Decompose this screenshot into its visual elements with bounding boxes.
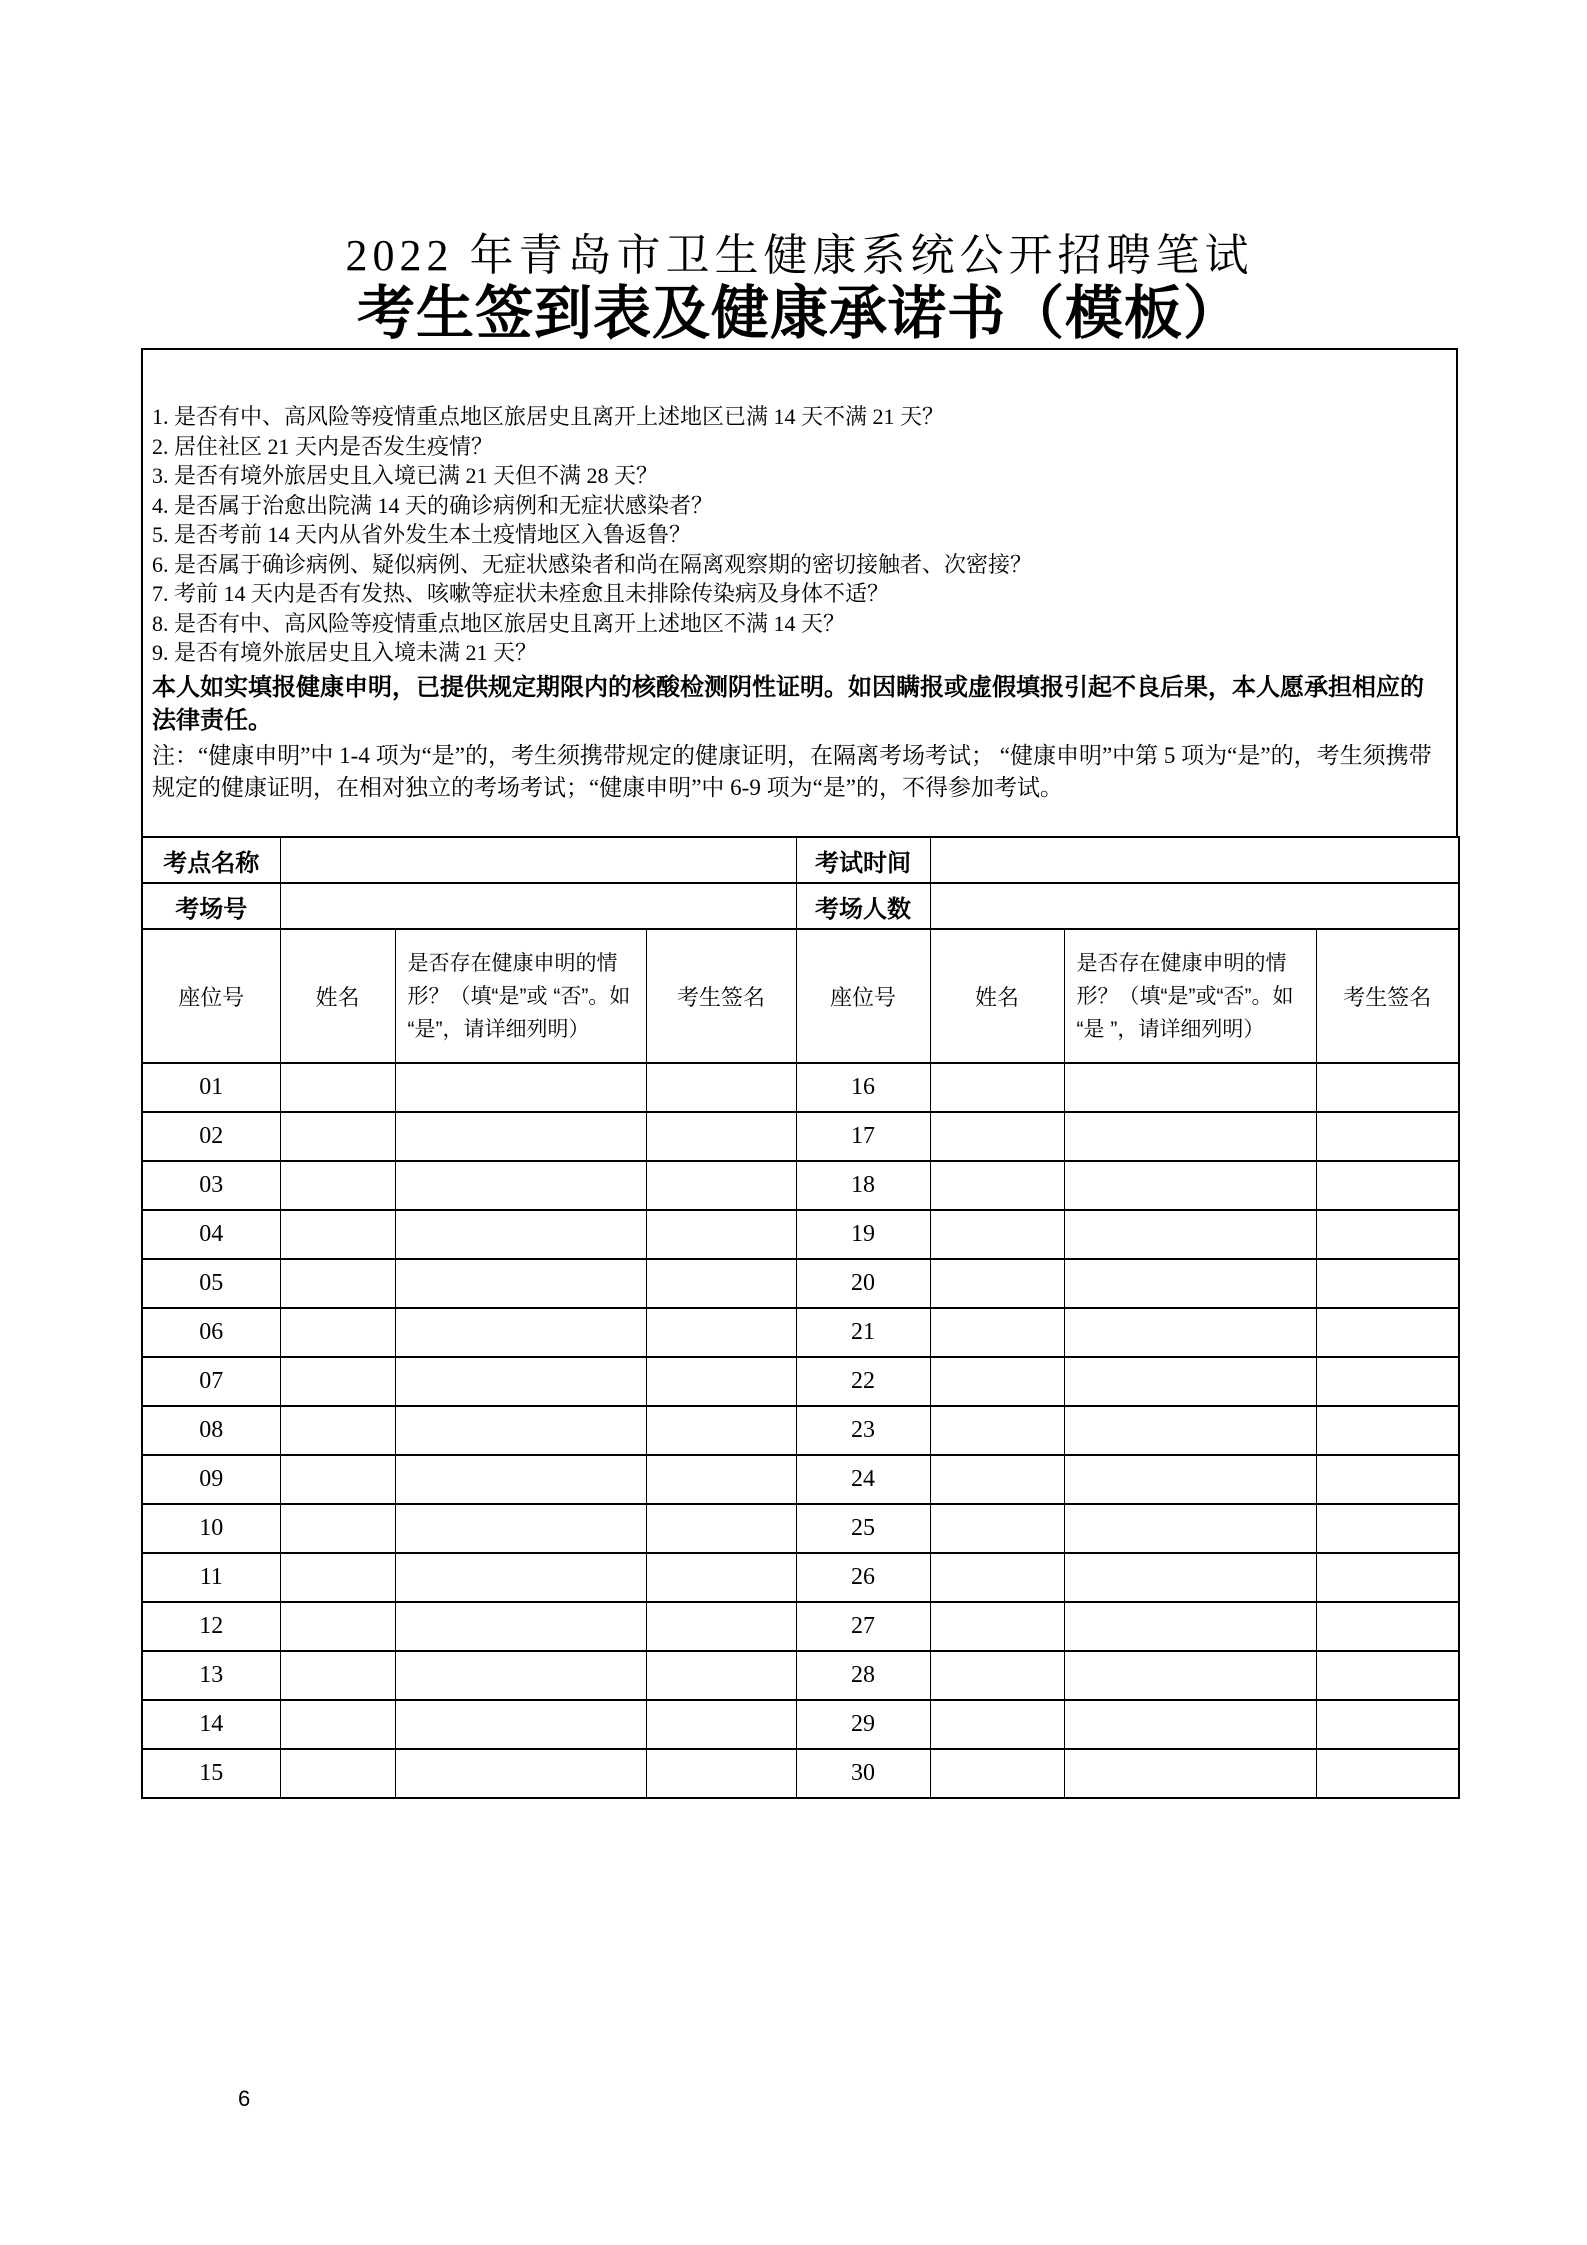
- health-cell-right: [1064, 1210, 1316, 1259]
- seat-header-left: 座位号: [142, 929, 280, 1063]
- seat-number-right: 18: [796, 1161, 930, 1210]
- health-cell-left: [395, 1455, 646, 1504]
- health-cell-right: [1064, 1308, 1316, 1357]
- name-cell-left: [280, 1308, 395, 1357]
- info-rows: [142, 837, 1459, 1063]
- signature-cell-right: [1316, 1700, 1459, 1749]
- name-cell-left: [280, 1749, 395, 1798]
- table-row: [142, 1161, 1459, 1210]
- signature-cell-left: [646, 1553, 796, 1602]
- signature-cell-left: [646, 1112, 796, 1161]
- name-cell-left: [280, 1602, 395, 1651]
- name-cell-left: [280, 1259, 395, 1308]
- question-item-4: 4. 是否属于治愈出院满 14 天的确诊病例和无症状感染者？: [152, 492, 714, 518]
- note-text: 注：“健康申明”中 1-4 项为“是”的，考生须携带规定的健康证明，在隔离考场考试； “健康申明”中第 5 项为“是”的，考生须携带规定的健康证明，在相对独立的考场考试；“健康申明”中 6-9 项为“是”的，不得参加考试。: [152, 742, 1432, 800]
- table-row: [142, 1749, 1459, 1798]
- page-number: 6: [238, 2086, 251, 2111]
- signature-cell-left: [646, 1651, 796, 1700]
- name-cell-left: [280, 1553, 395, 1602]
- signature-cell-left: [646, 1602, 796, 1651]
- seat-number-left: 06: [142, 1308, 280, 1357]
- seat-number-right: 29: [796, 1700, 930, 1749]
- exam-site-label: 考点名称: [142, 837, 280, 883]
- seat-number-right: 26: [796, 1553, 930, 1602]
- health-cell-left: [395, 1602, 646, 1651]
- name-cell-right: [930, 1504, 1064, 1553]
- health-cell-right: [1064, 1406, 1316, 1455]
- signature-cell-right: [1316, 1455, 1459, 1504]
- signature-cell-left: [646, 1259, 796, 1308]
- table-row: [142, 1357, 1459, 1406]
- commitment-statement: 本人如实填报健康申明，已提供规定期限内的核酸检测阴性证明。如因瞒报或虚假填报引起不良后果，本人愿承担相应的法律责任。: [152, 674, 1424, 734]
- health-cell-left: [395, 1308, 646, 1357]
- name-cell-left: [280, 1210, 395, 1259]
- name-cell-left: [280, 1161, 395, 1210]
- name-header-right: 姓名: [930, 929, 1064, 1063]
- name-cell-right: [930, 1553, 1064, 1602]
- name-cell-right: [930, 1749, 1064, 1798]
- main-title: 2022 年青岛市卫生健康系统公开招聘笔试: [345, 231, 1254, 280]
- health-declaration-box: [141, 348, 1458, 837]
- table-row: [142, 1602, 1459, 1651]
- name-cell-right: [930, 1651, 1064, 1700]
- seat-number-left: 03: [142, 1161, 280, 1210]
- health-header-left: 是否存在健康申明的情形？（填“是”或 “否”。如“是”，请详细列明）: [395, 929, 646, 1063]
- signature-cell-left: [646, 1161, 796, 1210]
- signature-cell-right: [1316, 1259, 1459, 1308]
- health-cell-left: [395, 1112, 646, 1161]
- table-row: [142, 1504, 1459, 1553]
- name-cell-left: [280, 1700, 395, 1749]
- name-cell-right: [930, 1259, 1064, 1308]
- seat-number-right: 25: [796, 1504, 930, 1553]
- name-cell-right: [930, 1161, 1064, 1210]
- health-cell-right: [1064, 1161, 1316, 1210]
- table-row: [142, 1651, 1459, 1700]
- signature-cell-left: [646, 1308, 796, 1357]
- signature-cell-right: [1316, 1504, 1459, 1553]
- name-cell-left: [280, 1504, 395, 1553]
- name-cell-left: [280, 1455, 395, 1504]
- table-row: [142, 1112, 1459, 1161]
- health-cell-left: [395, 1259, 646, 1308]
- seat-number-right: 24: [796, 1455, 930, 1504]
- seat-rows-body: [142, 1063, 1459, 1798]
- signature-cell-left: [646, 1455, 796, 1504]
- name-cell-right: [930, 1308, 1064, 1357]
- seat-number-left: 15: [142, 1749, 280, 1798]
- name-cell-right: [930, 1602, 1064, 1651]
- question-item-5: 5. 是否考前 14 天内从省外发生本土疫情地区入鲁返鲁？: [152, 522, 692, 547]
- name-cell-right: [930, 1210, 1064, 1259]
- health-header-right: 是否存在健康申明的情形？（填“是”或“否”。如“是 ”，请详细列明）: [1064, 929, 1316, 1063]
- seat-number-right: 27: [796, 1602, 930, 1651]
- seat-number-right: 22: [796, 1357, 930, 1406]
- health-cell-right: [1064, 1504, 1316, 1553]
- signature-cell-right: [1316, 1210, 1459, 1259]
- name-cell-right: [930, 1406, 1064, 1455]
- question-item-8: 8. 是否有中、高风险等疫情重点地区旅居史且离开上述地区不满 14 天？: [152, 610, 846, 636]
- name-cell-left: [280, 1063, 395, 1112]
- seat-number-right: 19: [796, 1210, 930, 1259]
- health-cell-left: [395, 1700, 646, 1749]
- exam-time-value-cell: [930, 837, 1459, 883]
- name-header-left: 姓名: [280, 929, 395, 1063]
- table-row: [142, 1210, 1459, 1259]
- signature-cell-left: [646, 1063, 796, 1112]
- name-cell-left: [280, 1112, 395, 1161]
- seat-number-right: 30: [796, 1749, 930, 1798]
- health-cell-right: [1064, 1651, 1316, 1700]
- question-item-3: 3. 是否有境外旅居史且入境已满 21 天但不满 28 天？: [152, 463, 659, 488]
- table-row: [142, 1700, 1459, 1749]
- signature-cell-right: [1316, 1063, 1459, 1112]
- seat-number-left: 10: [142, 1504, 280, 1553]
- name-cell-left: [280, 1406, 395, 1455]
- signature-cell-right: [1316, 1651, 1459, 1700]
- seat-header-right: 座位号: [796, 929, 930, 1063]
- signature-header-left: 考生签名: [646, 929, 796, 1063]
- signature-cell-right: [1316, 1553, 1459, 1602]
- signature-cell-left: [646, 1700, 796, 1749]
- name-cell-right: [930, 1455, 1064, 1504]
- seat-number-right: 17: [796, 1112, 930, 1161]
- health-cell-left: [395, 1651, 646, 1700]
- health-cell-right: [1064, 1063, 1316, 1112]
- health-cell-right: [1064, 1455, 1316, 1504]
- health-cell-right: [1064, 1553, 1316, 1602]
- seat-number-left: 01: [142, 1063, 280, 1112]
- room-number-label: 考场号: [142, 883, 280, 929]
- health-cell-left: [395, 1504, 646, 1553]
- seat-number-left: 05: [142, 1259, 280, 1308]
- signature-cell-right: [1316, 1161, 1459, 1210]
- health-cell-right: [1064, 1749, 1316, 1798]
- room-count-label: 考场人数: [796, 883, 930, 929]
- signature-cell-left: [646, 1210, 796, 1259]
- question-item-6: 6. 是否属于确诊病例、疑似病例、无症状感染者和尚在隔离观察期的密切接触者、次密接？: [152, 551, 1033, 577]
- exam-site-row: [142, 837, 1459, 883]
- seat-number-left: 14: [142, 1700, 280, 1749]
- signature-cell-left: [646, 1504, 796, 1553]
- health-cell-left: [395, 1357, 646, 1406]
- signature-cell-left: [646, 1406, 796, 1455]
- name-cell-right: [930, 1700, 1064, 1749]
- health-cell-right: [1064, 1259, 1316, 1308]
- signature-cell-right: [1316, 1406, 1459, 1455]
- exam-site-value-cell: [280, 837, 796, 883]
- table-row: [142, 1308, 1459, 1357]
- subtitle: 考生签到表及健康承诺书（模板）: [356, 281, 1242, 346]
- seat-number-left: 12: [142, 1602, 280, 1651]
- seat-number-left: 09: [142, 1455, 280, 1504]
- signature-header-right: 考生签名: [1316, 929, 1459, 1063]
- table-row: [142, 1455, 1459, 1504]
- name-cell-right: [930, 1112, 1064, 1161]
- seat-number-left: 02: [142, 1112, 280, 1161]
- question-item-2: 2. 居住社区 21 天内是否发生疫情？: [152, 433, 494, 459]
- health-cell-right: [1064, 1112, 1316, 1161]
- name-cell-left: [280, 1357, 395, 1406]
- health-cell-left: [395, 1063, 646, 1112]
- exam-room-row: [142, 883, 1459, 929]
- health-cell-right: [1064, 1700, 1316, 1749]
- signature-cell-left: [646, 1357, 796, 1406]
- signature-cell-left: [646, 1749, 796, 1798]
- table-row: [142, 1259, 1459, 1308]
- health-cell-left: [395, 1406, 646, 1455]
- table-row: [142, 1553, 1459, 1602]
- seat-number-right: 20: [796, 1259, 930, 1308]
- signature-cell-right: [1316, 1602, 1459, 1651]
- seat-number-right: 23: [796, 1406, 930, 1455]
- health-cell-right: [1064, 1357, 1316, 1406]
- signature-cell-right: [1316, 1112, 1459, 1161]
- health-cell-right: [1064, 1602, 1316, 1651]
- exam-time-label: 考试时间: [796, 837, 930, 883]
- signature-cell-right: [1316, 1308, 1459, 1357]
- health-cell-left: [395, 1553, 646, 1602]
- signature-cell-right: [1316, 1357, 1459, 1406]
- name-cell-left: [280, 1651, 395, 1700]
- room-count-value-cell: [930, 883, 1459, 929]
- seat-number-left: 08: [142, 1406, 280, 1455]
- sign-in-table: [141, 836, 1460, 1799]
- signature-cell-right: [1316, 1749, 1459, 1798]
- name-cell-right: [930, 1357, 1064, 1406]
- table-row: [142, 1063, 1459, 1112]
- question-item-9: 9. 是否有境外旅居史且入境未满 21 天？: [152, 640, 538, 665]
- health-cell-left: [395, 1749, 646, 1798]
- seat-number-right: 21: [796, 1308, 930, 1357]
- room-number-value-cell: [280, 883, 796, 929]
- seat-number-right: 16: [796, 1063, 930, 1112]
- column-header-row: [142, 929, 1459, 1063]
- question-list: [152, 402, 1446, 668]
- health-cell-left: [395, 1210, 646, 1259]
- table-row: [142, 1406, 1459, 1455]
- seat-number-right: 28: [796, 1651, 930, 1700]
- seat-number-left: 04: [142, 1210, 280, 1259]
- health-cell-left: [395, 1161, 646, 1210]
- seat-number-left: 13: [142, 1651, 280, 1700]
- question-item-7: 7. 考前 14 天内是否有发热、咳嗽等症状未痊愈且未排除传染病及身体不适？: [152, 581, 890, 606]
- seat-number-left: 07: [142, 1357, 280, 1406]
- question-item-1: 1. 是否有中、高风险等疫情重点地区旅居史且离开上述地区已满 14 天不满 21 天？: [152, 404, 945, 429]
- seat-number-left: 11: [142, 1553, 280, 1602]
- name-cell-right: [930, 1063, 1064, 1112]
